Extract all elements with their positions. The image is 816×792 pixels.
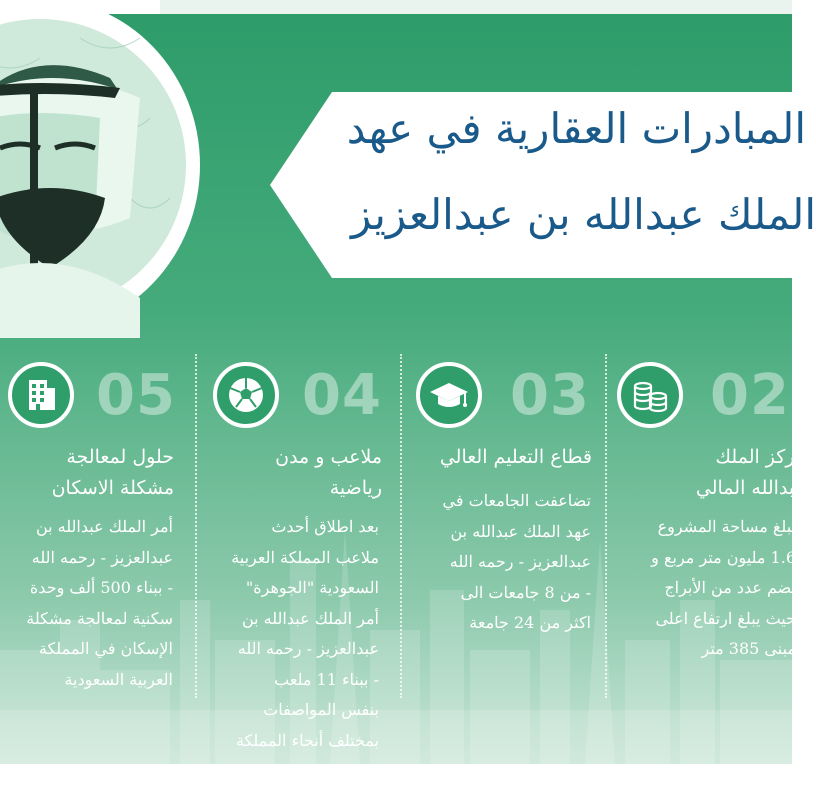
body-line: عبدالعزيز - رحمه الله	[237, 639, 379, 658]
body-line: عهد الملك عبدالله بن	[450, 521, 591, 541]
portrait-image	[0, 0, 200, 332]
column-separator	[605, 354, 607, 698]
body-line: بعد اطلاق أحدث	[271, 517, 379, 536]
body-line: الإسكان في المملكة	[38, 639, 173, 658]
top-strip	[160, 0, 792, 14]
body-line: تبلغ مساحة المشروع	[657, 517, 796, 536]
body-line: عبدالعزيز - رحمه الله	[449, 552, 591, 571]
body-line: بنفس المواصفات	[263, 700, 379, 719]
column-separator	[195, 354, 197, 698]
building-icon	[8, 362, 74, 428]
column-number: 03	[510, 363, 590, 428]
title-banner	[270, 92, 816, 278]
body-line: أمر الملك عبدالله بن	[241, 608, 379, 628]
column-separator	[400, 354, 402, 698]
column-number: 05	[96, 363, 176, 428]
column-body	[443, 486, 591, 639]
body-line: سكنية لمعالجة مشكلة	[26, 608, 173, 628]
heading-line: ملاعب و مدن	[275, 446, 382, 468]
heading-line: حلول لمعالجة	[66, 446, 174, 468]
body-line: أمر الملك عبدالله بن	[35, 517, 173, 536]
column-heading	[52, 442, 174, 504]
column-body	[651, 512, 796, 665]
column-heading	[696, 442, 806, 504]
soccer-ball-icon	[213, 362, 279, 428]
body-line: - ببناء 500 ألف وحدة	[29, 578, 173, 597]
column-body	[231, 512, 379, 756]
body-line: يضم عدد من الأبراج	[664, 578, 796, 597]
column-number: 04	[302, 363, 382, 428]
body-line: تضاعفت الجامعات في	[442, 491, 591, 510]
body-line: اكثر من 24 جامعة	[469, 613, 591, 632]
body-line: مبنى 385 متر	[701, 639, 796, 658]
coins-icon	[617, 362, 683, 428]
heading-line: عبدالله المالي	[695, 477, 806, 499]
title-line-1: المبادرات العقارية في عهد	[346, 104, 806, 153]
body-line: - من 8 جامعات الى	[460, 582, 591, 602]
heading-line: قطاع التعليم العالي	[439, 446, 592, 468]
portrait-circle	[0, 0, 200, 332]
title-line-2: الملك عبدالله بن عبدالعزيز	[351, 190, 816, 239]
heading-line: مشكلة الاسكان	[51, 477, 174, 499]
graduation-cap-icon	[416, 362, 482, 428]
heading-line: رياضية	[329, 477, 382, 499]
body-line: 1.6 مليون متر مربع و	[651, 547, 796, 567]
column-heading	[275, 442, 382, 504]
body-line: حيث يبلغ ارتفاع اعلى	[655, 608, 796, 628]
body-line: بمختلف أنحاء المملكة	[235, 730, 379, 750]
bottom-margin	[0, 764, 792, 792]
body-line: السعودية "الجوهرة"	[245, 578, 379, 597]
column-body	[26, 512, 173, 695]
body-line: - ببناء 11 ملعب	[274, 669, 379, 689]
heading-line: مركز الملك	[715, 446, 806, 468]
body-line: عبدالعزيز - رحمه الله	[31, 547, 173, 567]
body-line: العربية السعودية	[64, 669, 173, 689]
column-heading	[440, 442, 592, 473]
body-line: ملاعب المملكة العربية	[231, 547, 379, 567]
column-number: 02	[710, 363, 790, 428]
